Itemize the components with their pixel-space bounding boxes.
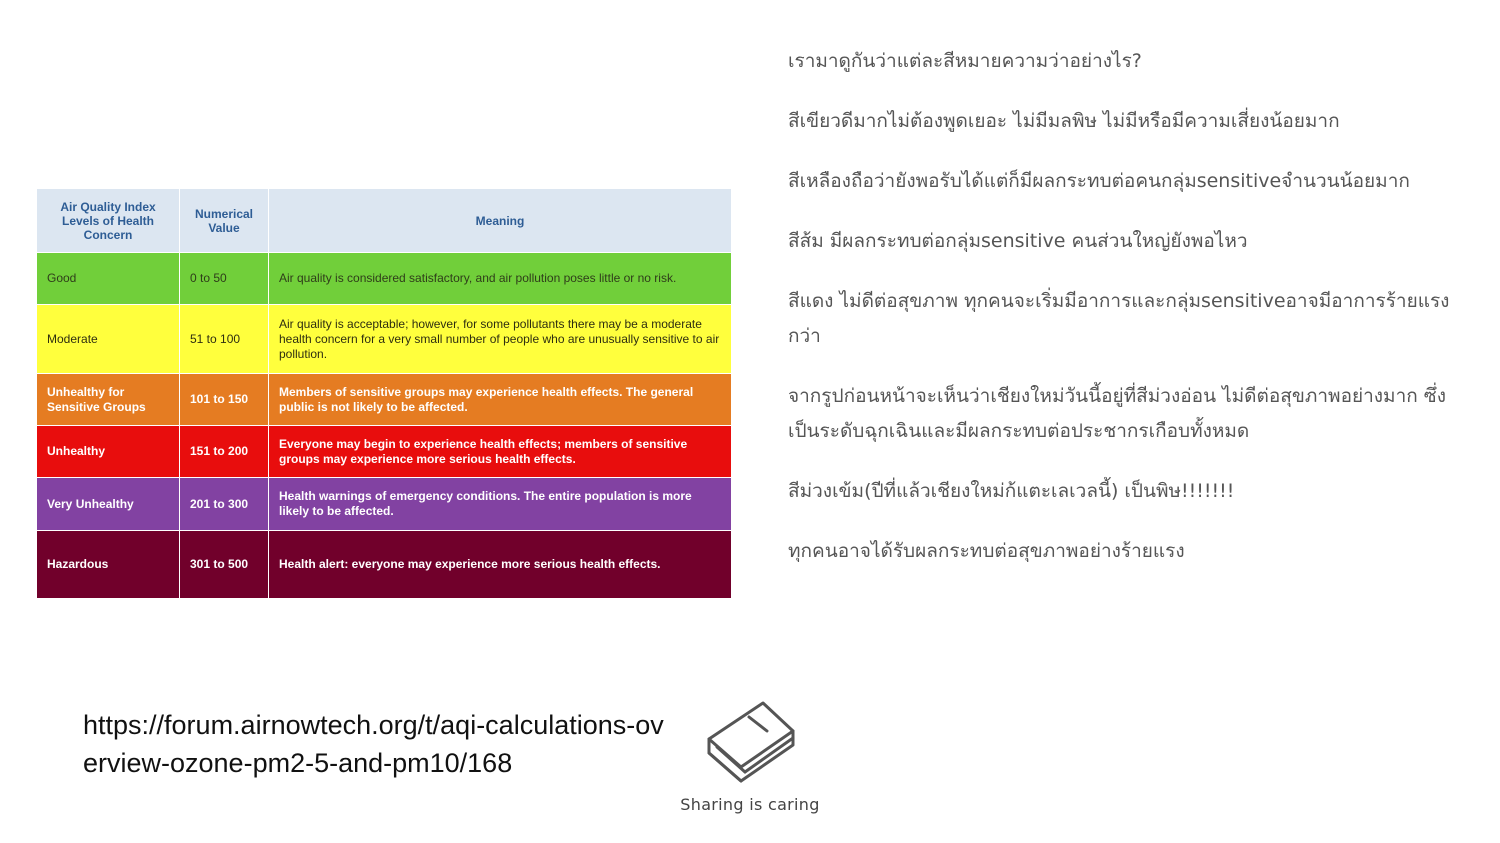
sharing-logo xyxy=(670,695,830,835)
level-cell: Moderate xyxy=(37,305,180,374)
meaning-cell: Everyone may begin to experience health effects; members of sensitive groups may experience more serious health effects. xyxy=(269,426,732,478)
paragraph: สีเหลืองถือว่ายังพอรับได้แต่ก็มีผลกระทบต่อคนกลุ่มsensitiveจำนวนน้อยมาก xyxy=(788,170,1410,192)
table-row xyxy=(37,305,732,374)
header-meaning: Meaning xyxy=(269,189,732,253)
header-level: Air Quality Index Levels of Health Concern xyxy=(37,189,180,253)
level-cell: Very Unhealthy xyxy=(37,478,180,531)
value-cell: 201 to 300 xyxy=(180,478,269,531)
meaning-cell: Health warnings of emergency conditions. The entire population is more likely to be affected. xyxy=(269,478,732,531)
meaning-cell: Members of sensitive groups may experience health effects. The general public is not likely to be affected. xyxy=(269,374,732,426)
value-cell: 51 to 100 xyxy=(180,305,269,374)
table-row xyxy=(37,253,732,305)
level-cell: Unhealthy for Sensitive Groups xyxy=(37,374,180,426)
value-cell: 151 to 200 xyxy=(180,426,269,478)
table-row xyxy=(37,426,732,478)
table-row xyxy=(37,374,732,426)
paragraph: สีแดง ไม่ดีต่อสุขภาพ ทุกคนจะเริ่มมีอาการและกลุ่มsensitiveอาจมีอาการร้ายแรงกว่า xyxy=(788,290,1450,347)
paragraph: สีส้ม มีผลกระทบต่อกลุ่มsensitive คนส่วนใหญ่ยังพอไหว xyxy=(788,230,1248,252)
level-cell: Good xyxy=(37,253,180,305)
value-cell: 301 to 500 xyxy=(180,531,269,599)
level-cell: Hazardous xyxy=(37,531,180,599)
aqi-table xyxy=(36,188,732,599)
explanation-text xyxy=(788,44,1458,594)
paragraph: สีม่วงเข้ม(ปีที่แล้วเชียงใหม่ก้แตะเลเวลนี้) เป็นพิษ!!!!!!! xyxy=(788,480,1235,502)
value-cell: 101 to 150 xyxy=(180,374,269,426)
meaning-cell: Air quality is considered satisfactory, and air pollution poses little or no risk. xyxy=(269,253,732,305)
level-cell: Unhealthy xyxy=(37,426,180,478)
table-row xyxy=(37,478,732,531)
paragraph: จากรูปก่อนหน้าจะเห็นว่าเชียงใหม่วันนี้อยู่ที่สีม่วงอ่อน ไม่ดีต่อสุขภาพอย่างมาก ซึ่งเป็นระดับฉุกเฉินและมีผลกระทบต่อประชากรเกือบทั้งหมด xyxy=(788,385,1446,442)
header-value: Numerical Value xyxy=(180,189,269,253)
table-row xyxy=(37,531,732,599)
paragraph: ทุกคนอาจได้รับผลกระทบต่อสุขภาพอย่างร้ายแรง xyxy=(788,540,1185,562)
source-url: https://forum.airnowtech.org/t/aqi-calculations-overview-ozone-pm2-5-and-pm10/168 xyxy=(83,710,664,778)
meaning-cell: Air quality is acceptable; however, for some pollutants there may be a moderate health concern for a very small number of people who are unusually sensitive to air pollution. xyxy=(269,305,732,374)
table-header-row xyxy=(37,189,732,253)
book-icon xyxy=(695,695,805,791)
logo-caption: Sharing is caring xyxy=(680,795,820,814)
paragraph: เรามาดูกันว่าแต่ละสีหมายความว่าอย่างไร? xyxy=(788,50,1142,72)
paragraph: สีเขียวดีมากไม่ต้องพูดเยอะ ไม่มีมลพิษ ไม่มีหรือมีความเสี่ยงน้อยมาก xyxy=(788,110,1340,132)
value-cell: 0 to 50 xyxy=(180,253,269,305)
meaning-cell: Health alert: everyone may experience more serious health effects. xyxy=(269,531,732,599)
